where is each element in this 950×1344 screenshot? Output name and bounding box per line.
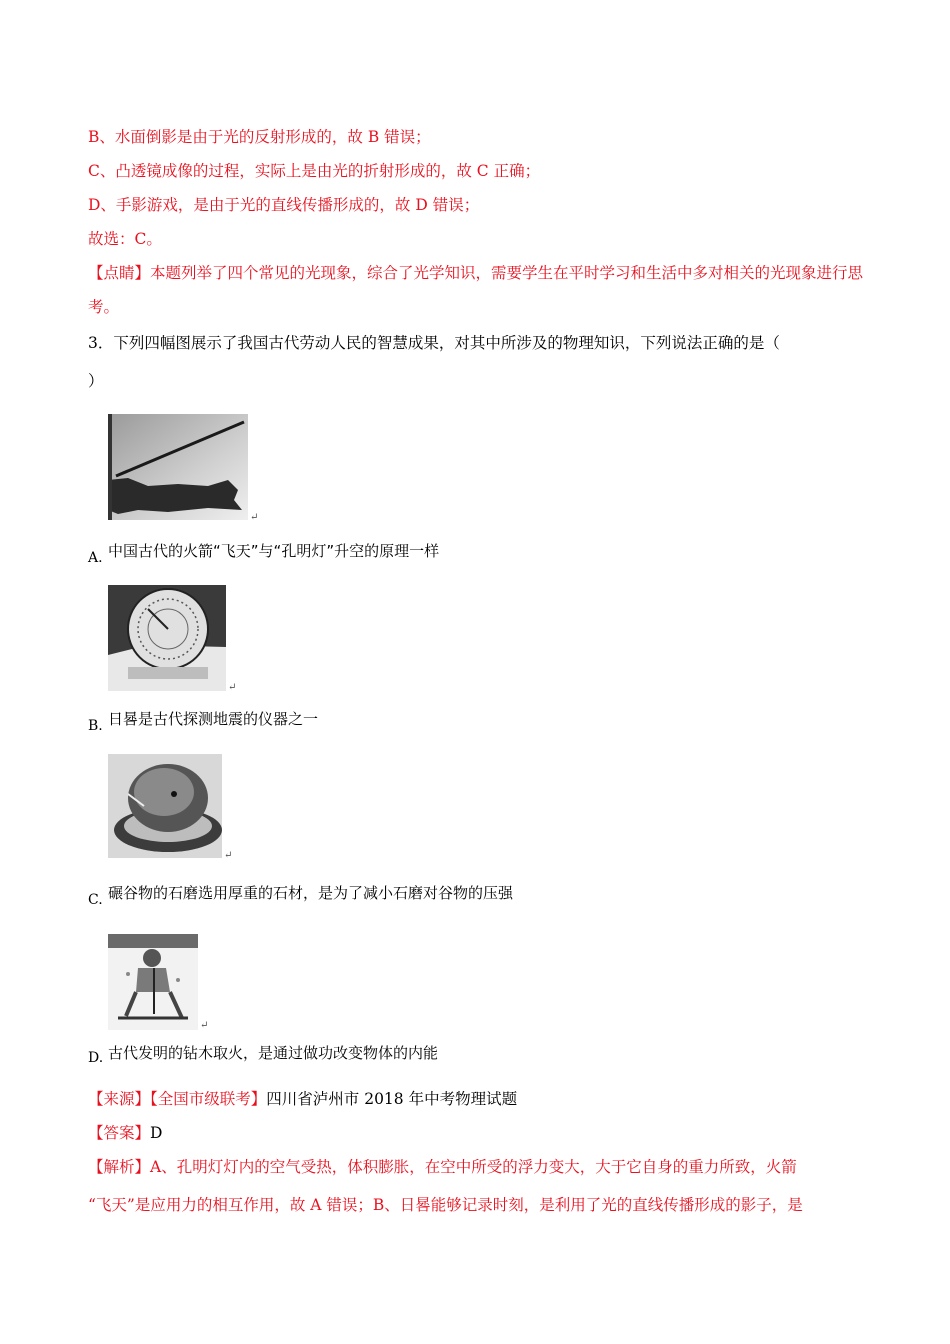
return-mark: ↵ [224, 850, 233, 861]
option-b-text: 日晷是古代探测地震的仪器之一 [108, 710, 319, 728]
answer-choice: 故选：C。 [88, 230, 162, 248]
comment-text: 本题列举了四个常见的光现象，综合了光学知识，需要学生在平时学习和生活中多对相关的光现象进行思考。 [88, 264, 864, 316]
option-d-text: 古代发明的钻木取火，是通过做功改变物体的内能 [108, 1044, 439, 1062]
option-c-label: C. [88, 892, 103, 908]
analysis-tag: 【解析】 [88, 1158, 151, 1176]
millstone-image [108, 754, 222, 858]
return-mark: ↵ [250, 512, 259, 523]
analysis-line-1 [88, 1156, 797, 1178]
analysis-line-2: “飞天”是应用力的相互作用，故 A 错误；B、日晷能够记录时刻，是利用了光的直线传播形成的影子，是 [88, 1196, 803, 1214]
question-number: 3． [88, 334, 114, 352]
drill-fire-photo [108, 934, 198, 1030]
analysis-text-1: A、孔明灯灯内的空气受热，体积膨胀，在空中所受的浮力变大，大于它自身的重力所致，火箭 [150, 1158, 797, 1176]
return-mark: ↵ [228, 682, 237, 693]
sundial-image [108, 585, 226, 691]
answer-line [88, 1122, 162, 1144]
source-tag2: 【全国市级联考】 [150, 1090, 267, 1108]
option-a-text: 中国古代的火箭“飞天”与“孔明灯”升空的原理一样 [108, 542, 440, 560]
return-mark: ↵ [200, 1020, 209, 1031]
comment-block [88, 256, 868, 324]
rocket-lantern-photo [108, 414, 248, 520]
option-d-label: D. [88, 1050, 104, 1066]
source-tag: 【来源】 [88, 1090, 151, 1108]
source-text: 四川省泸州市 2018 年中考物理试题 [266, 1090, 518, 1108]
answer-line-d: D、手影游戏，是由于光的直线传播形成的，故 D 错误； [88, 196, 480, 214]
option-c-text: 碾谷物的石磨选用厚重的石材，是为了减小石磨对谷物的压强 [108, 884, 514, 902]
answer-tag: 【答案】 [88, 1124, 151, 1142]
comment-tag: 【点睛】 [88, 264, 151, 282]
option-a-label: A. [88, 550, 103, 566]
drill-fire-image [108, 934, 198, 1030]
question-stem-end: ） [88, 372, 104, 390]
answer-value: D [150, 1124, 163, 1142]
question-stem-text: 下列四幅图展示了我国古代劳动人民的智慧成果，对其中所涉及的物理知识，下列说法正确的是（ [113, 334, 780, 352]
option-b-label: B. [88, 718, 103, 734]
question-stem [88, 332, 780, 354]
sundial-photo [108, 585, 226, 691]
source-line [88, 1088, 517, 1110]
answer-line-b: B、水面倒影是由于光的反射形成的，故 B 错误； [88, 128, 431, 146]
millstone-photo [108, 754, 222, 858]
rocket-lantern-image [108, 414, 248, 520]
answer-line-c: C、凸透镜成像的过程，实际上是由光的折射形成的，故 C 正确； [88, 162, 541, 180]
